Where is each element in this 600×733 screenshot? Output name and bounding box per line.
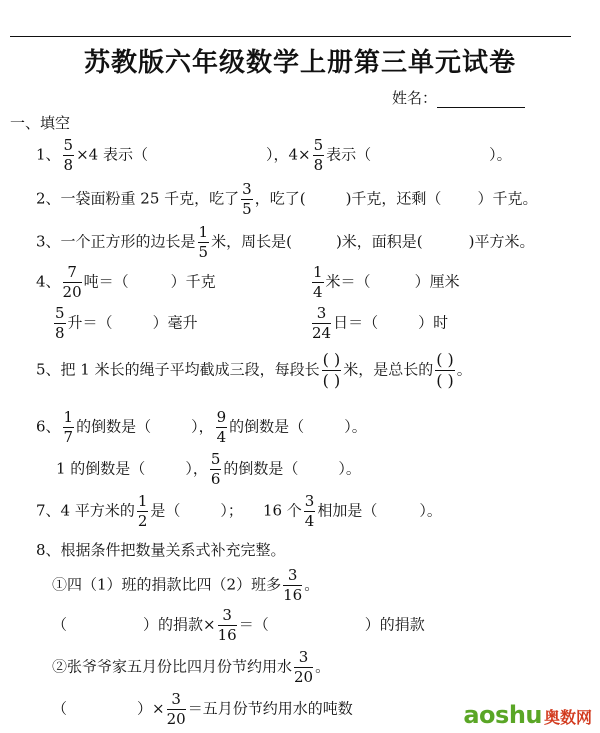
denominator: 7: [63, 428, 74, 446]
fraction: [198, 225, 210, 260]
q6-number: 6、: [36, 417, 61, 436]
numerator: 1: [313, 263, 323, 281]
denominator: 20: [62, 283, 82, 301]
q1-text-b: ），4×: [265, 145, 311, 164]
numerator: 3: [283, 568, 302, 586]
fraction: [167, 692, 186, 727]
question-3: [36, 225, 535, 260]
numerator: 3: [242, 180, 252, 198]
question-5: [36, 352, 472, 389]
q8-r1-text-d: ）的捐款: [364, 615, 425, 634]
q8-s2-text: ②张爷爷家五月份比四月份节约用水: [52, 657, 293, 676]
denominator: 5: [198, 243, 209, 261]
numerator: 1: [137, 492, 148, 510]
q2-text-c: )千克，还剩（: [345, 189, 442, 208]
denominator: 8: [313, 156, 324, 174]
q4-b-text: 米＝（: [325, 272, 371, 291]
denominator: 5: [242, 200, 252, 218]
q2-text-d: ）千克。: [477, 189, 538, 208]
fraction-blank[interactable]: [435, 352, 455, 389]
q6-b-text: 的倒数是（: [229, 417, 305, 436]
denominator: 2: [137, 512, 148, 530]
question-4-c: [52, 306, 198, 341]
q4-c-end: ）毫升: [152, 313, 198, 332]
fraction: [283, 568, 302, 603]
fraction-blank[interactable]: [322, 352, 342, 389]
q6-d-end: ）。: [338, 459, 361, 478]
name-field: [392, 88, 525, 108]
numerator: 3: [312, 306, 331, 324]
fraction: [210, 452, 222, 487]
fraction: [312, 265, 324, 300]
q6-d-text: 的倒数是（: [223, 459, 299, 478]
q4-d-text: 日＝（: [333, 313, 379, 332]
q8-relation-2: [52, 692, 353, 727]
q8-s1-text: ①四（1）班的捐款比四（2）班多: [52, 575, 282, 594]
question-7: [36, 494, 442, 529]
fraction: [63, 410, 75, 445]
denominator: 8: [55, 324, 65, 342]
fraction: [313, 138, 325, 173]
q7-text-f: ）。: [419, 501, 442, 520]
q6-c-text: 1 的倒数是（: [56, 459, 146, 478]
q6-a-text: 的倒数是（: [76, 417, 152, 436]
numerator-blank[interactable]: ( ): [322, 350, 341, 369]
numerator: 9: [216, 408, 227, 426]
q4-c-text: 升＝（: [67, 313, 113, 332]
numerator: 1: [63, 408, 74, 426]
question-6-row1: [36, 410, 367, 445]
q6-a-end: ），: [191, 417, 214, 436]
q4-number: 4、: [36, 272, 61, 291]
denominator: 4: [313, 283, 323, 301]
question-8-heading: 8、根据条件把数量关系式补充完整。: [36, 541, 286, 559]
q8-r1-text-c: ＝（: [238, 615, 269, 634]
numerator: 5: [63, 136, 74, 154]
q8-r2-text-c: ＝五月份节约用水的吨数: [187, 699, 353, 718]
logo-latin: aoshu: [463, 701, 542, 729]
q8-r2-text-b: ）×: [137, 699, 165, 718]
q1-text-d: ）。: [489, 145, 512, 164]
q4-a-text: 吨＝（: [83, 272, 129, 291]
fraction: [54, 306, 66, 341]
denominator: 16: [217, 626, 237, 644]
name-label: 姓名：: [392, 89, 438, 107]
q7-text-c: ）；: [220, 501, 243, 520]
question-1: [36, 138, 512, 173]
q2-text-b: ，吃了(: [254, 189, 306, 208]
denominator: 4: [304, 512, 315, 530]
denominator-blank[interactable]: ( ): [322, 371, 341, 390]
q8-r2-open: （: [52, 699, 68, 718]
q5-text-b: 米，是总长的: [343, 360, 434, 379]
q7-text-b: 是（: [150, 501, 181, 520]
fraction: [63, 138, 75, 173]
denominator: 4: [216, 428, 227, 446]
denominator: 16: [283, 586, 303, 604]
numerator: 5: [210, 450, 221, 468]
q7-text-e: 相加是（: [317, 501, 378, 520]
question-6-row2: [56, 452, 361, 487]
question-2: [36, 182, 537, 217]
denominator: 24: [312, 324, 332, 342]
numerator: 5: [55, 304, 65, 322]
q1-text-a: ×4 表示（: [76, 145, 148, 164]
q1-number: 1、: [36, 145, 61, 164]
q7-text-d: 16 个: [262, 501, 302, 520]
numerator: 1: [198, 223, 209, 241]
aoshu-logo: [463, 701, 592, 729]
q3-text-b: 米，周长是(: [211, 232, 292, 251]
q6-b-end: ）。: [344, 417, 367, 436]
q8-statement-1: [52, 568, 319, 603]
page-title: 苏教版六年级数学上册第三单元试卷: [83, 48, 516, 78]
q8-s2-end: 。: [315, 657, 331, 676]
fraction: [63, 265, 82, 300]
fraction: [137, 494, 149, 529]
q3-text-a: 3、一个正方形的边长是: [36, 232, 196, 251]
q4-a-end: ）千克: [170, 272, 216, 291]
name-blank[interactable]: [437, 91, 525, 108]
numerator: 3: [167, 692, 186, 710]
denominator-blank[interactable]: ( ): [436, 371, 454, 390]
q8-r1-text-b: ）的捐款×: [143, 615, 216, 634]
fraction: [241, 182, 253, 217]
denominator: 6: [210, 470, 221, 488]
question-4-a: [36, 265, 216, 300]
q3-text-c: )米，面积是(: [335, 232, 423, 251]
fraction: [304, 494, 316, 529]
q8-r1-open: （: [52, 615, 68, 634]
fraction: [312, 306, 331, 341]
q8-relation-1: [52, 608, 425, 643]
q2-text-a: 2、一袋面粉重 25 千克，吃了: [36, 189, 240, 208]
logo-cn: 奥数网: [543, 708, 592, 727]
q4-b-end: ）厘米: [414, 272, 460, 291]
q8-s1-end: 。: [304, 575, 320, 594]
denominator: 20: [166, 710, 186, 728]
fraction: [218, 608, 237, 643]
numerator-blank[interactable]: ( ): [436, 350, 454, 369]
numerator: 3: [294, 650, 313, 668]
numerator: 7: [63, 265, 82, 283]
q7-text-a: 7、4 平方米的: [36, 501, 135, 520]
q1-text-c: 表示（: [326, 145, 372, 164]
q5-text-c: 。: [456, 360, 472, 379]
numerator: 3: [304, 492, 315, 510]
q6-c-end: ），: [185, 459, 208, 478]
top-rule: [10, 36, 571, 37]
question-4-b: [310, 265, 460, 300]
fraction: [216, 410, 228, 445]
q5-text-a: 5、把 1 米长的绳子平均截成三段，每段长: [36, 360, 320, 379]
q3-text-d: )平方米。: [468, 232, 535, 251]
question-4-d: [310, 306, 448, 341]
q4-d-end: ）时: [418, 313, 449, 332]
section-heading: 一、填空: [10, 114, 71, 132]
q8-statement-2: [52, 650, 330, 685]
denominator: 20: [294, 668, 314, 686]
denominator: 8: [63, 156, 74, 174]
fraction: [294, 650, 313, 685]
numerator: 3: [218, 608, 237, 626]
numerator: 5: [313, 136, 324, 154]
